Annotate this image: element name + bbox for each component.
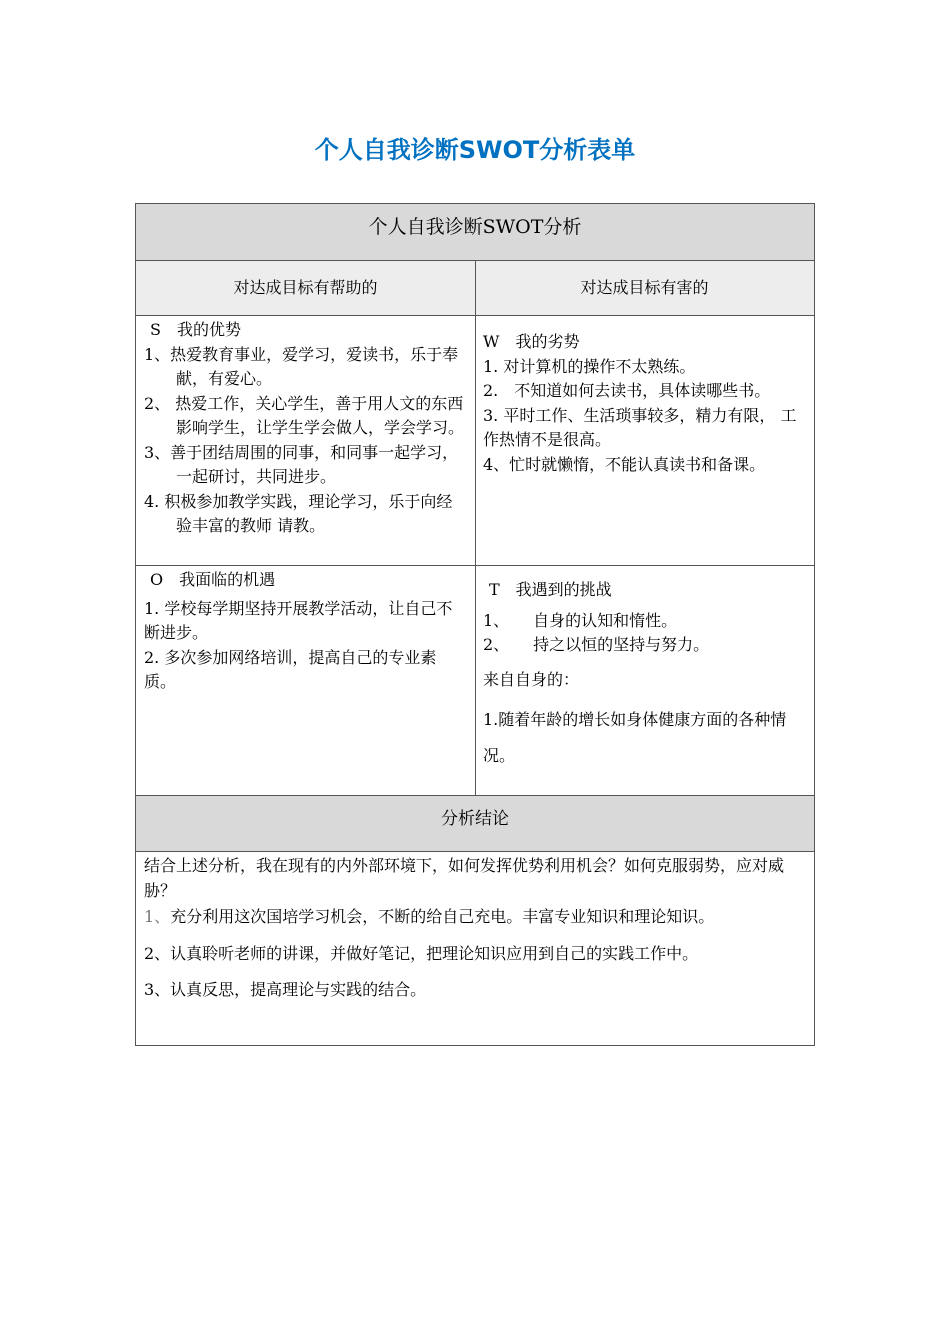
- column-header-helpful: 对达成目标有帮助的: [136, 261, 475, 316]
- threat-self-item: 1.随着年龄的增长如身体健康方面的各种情况。: [483, 710, 787, 765]
- strength-item: 4. 积极参加教学实践，理论学习，乐于向经验丰富的教师 请教。: [144, 491, 453, 535]
- strengths-cell: [136, 316, 475, 566]
- conclusion-header: 分析结论: [136, 796, 814, 852]
- strength-item: 1、热爱教育事业，爱学习，爱读书，乐于奉献，有爱心。: [144, 344, 459, 388]
- weaknesses-heading: W 我的劣势: [483, 332, 580, 351]
- opportunities-cell: [136, 566, 475, 796]
- column-divider: [475, 261, 476, 796]
- column-header-harmful: 对达成目标有害的: [475, 261, 814, 316]
- weakness-item: 3. 平时工作、生活琐事较多，精力有限， 工作热情不是很高。: [483, 405, 797, 449]
- page-title: 个人自我诊断SWOT分析表单: [314, 136, 636, 164]
- table-header: 个人自我诊断SWOT分析: [136, 204, 814, 261]
- conclusion-item-text: 充分利用这次国培学习机会，不断的给自己充电。丰富专业知识和理论知识。: [170, 907, 715, 926]
- strengths-heading: S 我的优势: [150, 320, 241, 339]
- threats-cell: [475, 566, 814, 796]
- conclusion-item: 3、认真反思，提高理论与实践的结合。: [144, 980, 427, 999]
- conclusion-item-number: 1、: [144, 907, 171, 926]
- weakness-item: 1. 对计算机的操作不太熟练。: [483, 356, 696, 376]
- conclusion-item: [144, 905, 806, 930]
- conclusion-question: 结合上述分析，我在现有的内外部环境下，如何发挥优势利用机会？如何克服弱势，应对威胁？: [144, 856, 785, 900]
- conclusion-cell: [136, 852, 814, 1045]
- threats-self-label: 来自自身的：: [483, 669, 580, 689]
- strength-item: 2、 热爱工作，关心学生，善于用人文的东西影响学生，让学生学会做人，学会学习。: [144, 393, 465, 437]
- weakness-item: 4、忙时就懒惰，不能认真读书和备课。: [483, 454, 766, 474]
- strength-item: 3、善于团结周围的同事，和同事一起学习，一起研讨，共同进步。: [144, 442, 459, 486]
- threat-item: 2、 持之以恒的坚持与努力。: [483, 635, 710, 654]
- threat-item: 1、 自身的认知和惰性。: [483, 610, 678, 630]
- conclusion-item: 2、认真聆听老师的讲课，并做好笔记，把理论知识应用到自己的实践工作中。: [144, 943, 699, 963]
- threats-heading: T 我遇到的挑战: [489, 580, 612, 599]
- swot-table: [135, 203, 815, 1046]
- opportunity-item: 1. 学校每学期坚持开展教学活动，让自己不断进步。: [144, 598, 453, 642]
- weaknesses-cell: [475, 316, 814, 566]
- opportunity-item: 2. 多次参加网络培训，提高自己的专业素质。: [144, 647, 437, 691]
- weakness-item: 2. 不知道如何去读书，具体读哪些书。: [483, 381, 771, 400]
- opportunities-heading: O 我面临的机遇: [150, 570, 276, 589]
